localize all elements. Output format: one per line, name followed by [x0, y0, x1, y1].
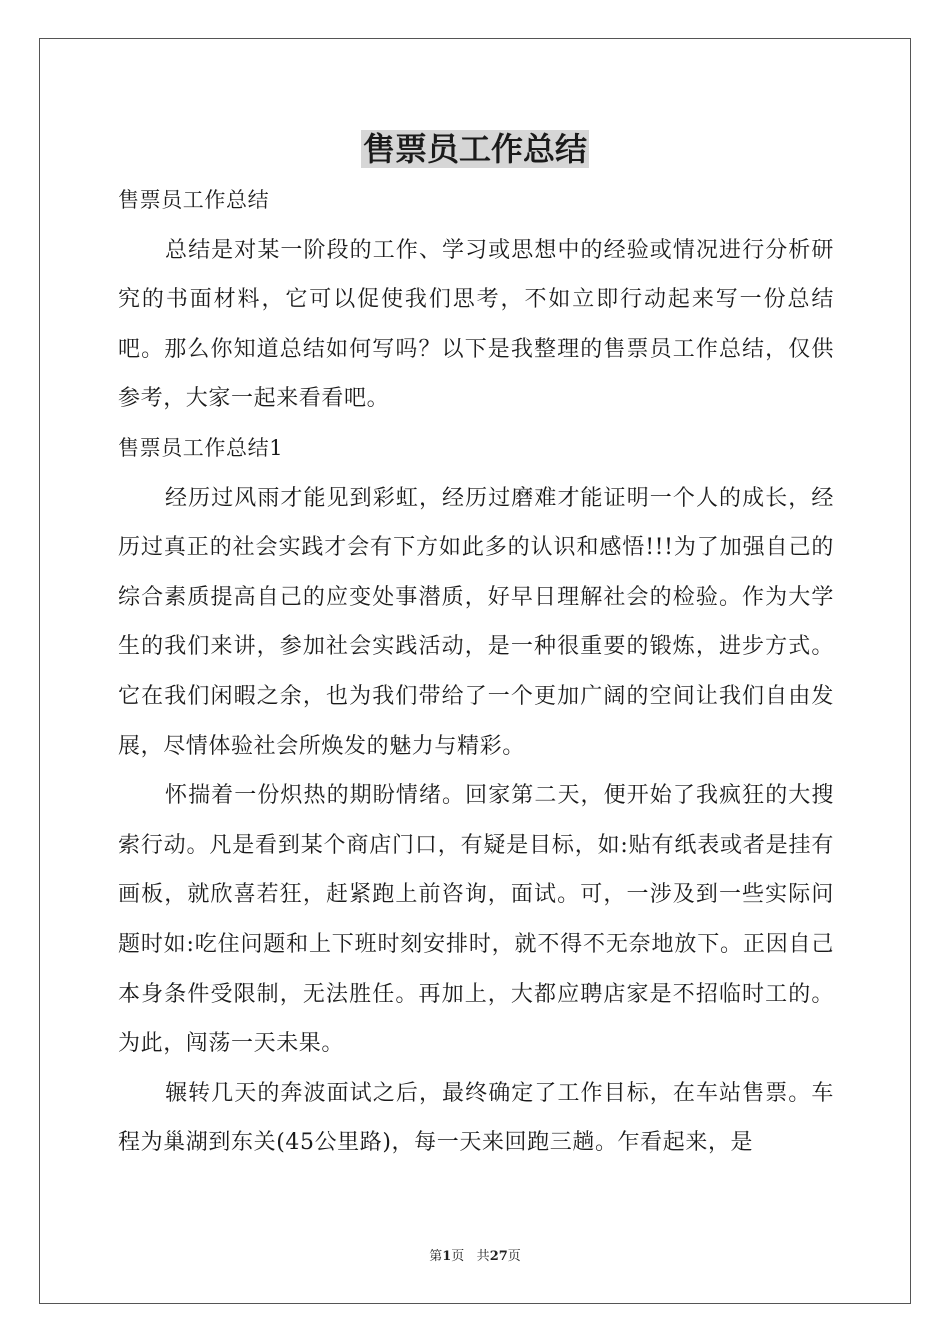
- footer-total-pages: 27: [489, 1249, 508, 1264]
- footer-page-number: 1: [442, 1249, 452, 1264]
- intro-paragraph: 总结是对某一阶段的工作、学习或思想中的经验或情况进行分析研究的书面材料，它可以促使我们思考，不如立即行动起来写一份总结吧。那么你知道总结如何写吗？以下是我整理的售票员工作总结，仅供参考，大家一起来看看吧。: [118, 237, 834, 412]
- document-body: [118, 176, 834, 1168]
- footer-total-prefix: 共: [476, 1249, 490, 1264]
- section-heading: 售票员工作总结1: [118, 435, 284, 460]
- footer-page-suffix: 页: [451, 1249, 465, 1264]
- body-paragraph-2: 怀揣着一份炽热的期盼情绪。回家第二天，便开始了我疯狂的大搜索行动。凡是看到某个商店门口，有疑是目标，如:贴有纸表或者是挂有画板，就欣喜若狂，赶紧跑上前咨询，面试。可，一涉及到一些实际问题时如:吃住问题和上下班时刻安排时，就不得不无奈地放下。正因自己本身条件受限制，无法胜任。再加上，大都应聘店家是不招临时工的。为此，闯荡一天未果。: [118, 783, 834, 1057]
- document-title: [0, 128, 950, 170]
- document-title-text: 售票员工作总结: [362, 130, 587, 168]
- footer-total-suffix: 页: [507, 1249, 521, 1264]
- body-paragraph-3: 辗转几天的奔波面试之后，最终确定了工作目标，在车站售票。车程为巢湖到东关(45公里路)，每一天来回跑三趟。乍看起来，是: [118, 1080, 834, 1156]
- page-footer: [0, 1248, 950, 1266]
- footer-prefix: 第: [429, 1249, 443, 1264]
- body-paragraph-1: 经历过风雨才能见到彩虹，经历过磨难才能证明一个人的成长，经历过真正的社会实践才会有下方如此多的认识和感悟!!!为了加强自己的综合素质提高自己的应变处事潜质，好早日理解社会的检验。作为大学生的我们来讲，参加社会实践活动，是一种很重要的锻炼，进步方式。它在我们闲暇之余，也为我们带给了一个更加广阔的空间让我们自由发展，尽情体验社会所焕发的魅力与精彩。: [118, 485, 834, 759]
- document-subtitle: 售票员工作总结: [118, 188, 270, 212]
